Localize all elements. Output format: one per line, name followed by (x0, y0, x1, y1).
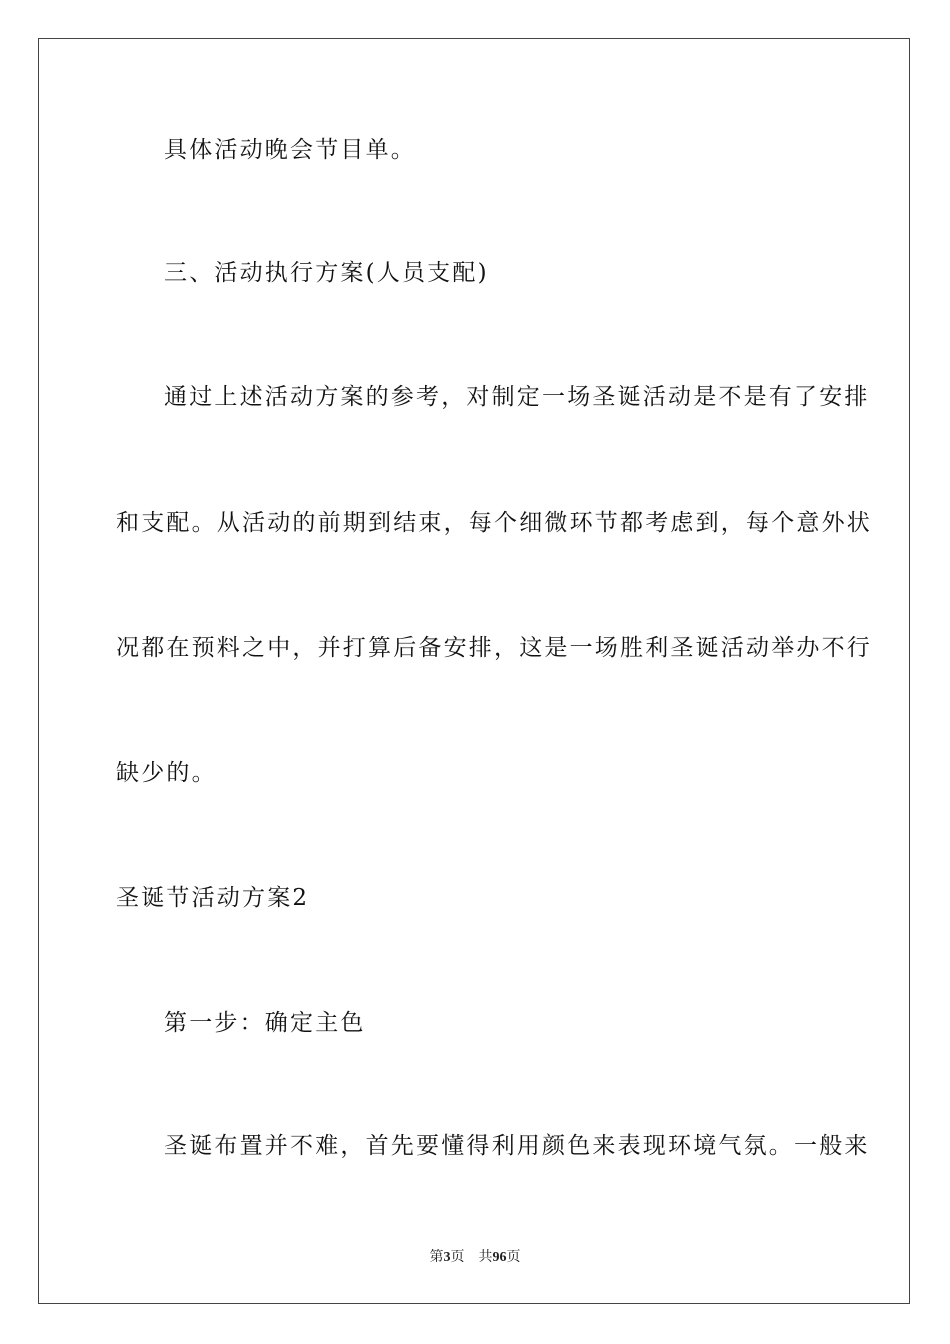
total-prefix: 共 (478, 1250, 493, 1265)
page-number: 3 (443, 1250, 451, 1265)
page-footer (0, 1246, 950, 1266)
paragraph-line: 和支配。从活动的前期到结束，每个细微环节都考虑到，每个意外状 (116, 510, 872, 536)
section-heading: 三、活动执行方案(人员支配) (164, 260, 489, 286)
paragraph-line: 具体活动晚会节目单。 (164, 137, 416, 163)
paragraph-line: 通过上述活动方案的参考，对制定一场圣诞活动是不是有了安排 (164, 384, 870, 410)
document-title: 圣诞节活动方案2 (116, 885, 310, 911)
page-suffix: 页 (450, 1250, 465, 1265)
paragraph-line: 况都在预料之中，并打算后备安排，这是一场胜利圣诞活动举办不行 (116, 635, 872, 661)
page-border (38, 38, 910, 1304)
step-heading: 第一步：确定主色 (164, 1010, 366, 1036)
total-suffix: 页 (506, 1250, 521, 1265)
paragraph-line: 圣诞布置并不难，首先要懂得利用颜色来表现环境气氛。一般来 (164, 1133, 870, 1159)
paragraph-line: 缺少的。 (116, 760, 217, 786)
total-pages: 96 (492, 1250, 507, 1265)
page-prefix: 第 (429, 1250, 444, 1265)
